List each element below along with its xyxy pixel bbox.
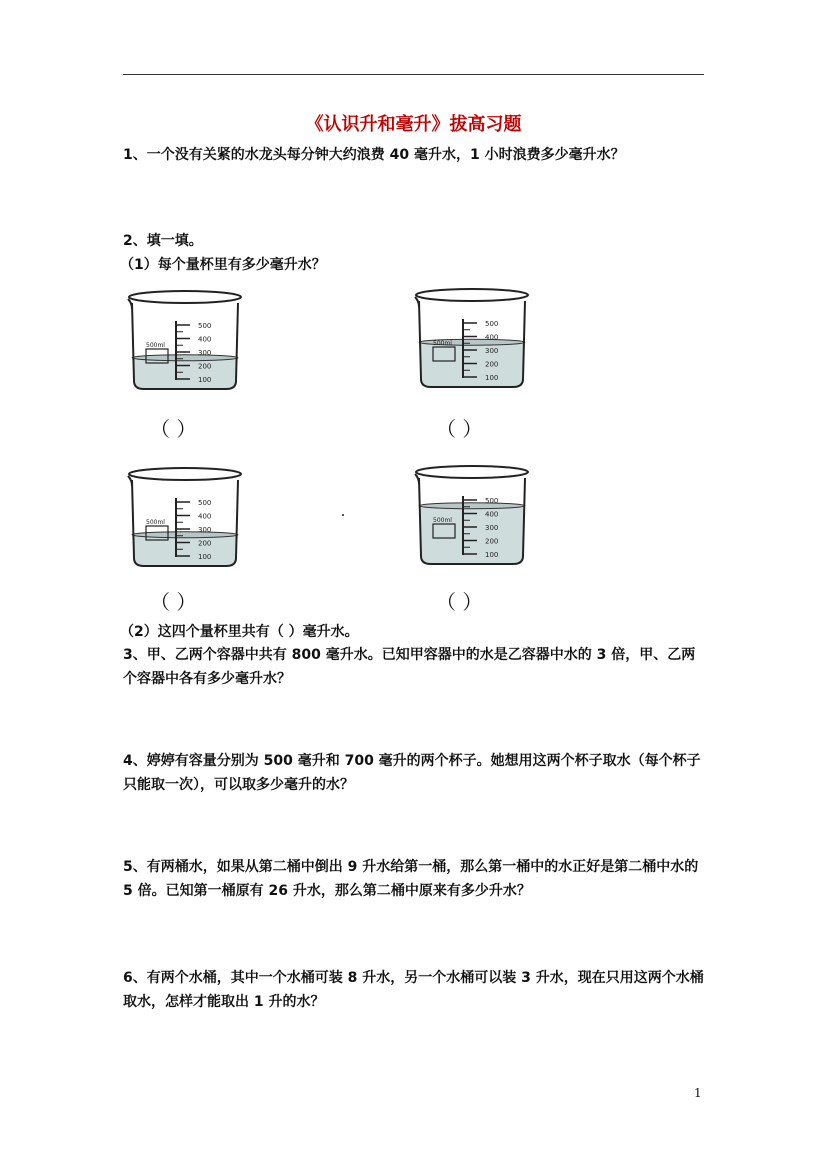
question-4: 4、婷婷有容量分别为 500 毫升和 700 毫升的两个杯子。她想用这两个杯子取水（每个杯子只能取一次），可以取多少毫升的水？ bbox=[123, 753, 701, 793]
water-fill bbox=[419, 506, 525, 564]
question-2-sub1: （1）每个量杯里有多少毫升水？ bbox=[120, 257, 326, 273]
answer-blank-3[interactable]: （ ） bbox=[150, 590, 197, 614]
beaker-rim bbox=[129, 468, 241, 480]
beaker-capacity-label: 500ml bbox=[433, 340, 452, 347]
scale-label: 400 bbox=[485, 510, 499, 519]
scale-label: 400 bbox=[198, 335, 212, 344]
scale-label: 100 bbox=[485, 374, 499, 382]
scale-label: 500 bbox=[485, 497, 499, 505]
scale-label: 200 bbox=[198, 362, 212, 371]
beaker-capacity-label: 500ml bbox=[433, 517, 452, 524]
water-surface bbox=[419, 503, 525, 509]
question-6: 6、有两个水桶，其中一个水桶可装 8 升水，另一个水桶可以装 3 升水，现在只用这两个水桶取水，怎样才能取出 1 升的水？ bbox=[123, 970, 704, 1010]
beaker-rim bbox=[416, 466, 528, 478]
answer-blank-4[interactable]: （ ） bbox=[436, 590, 483, 614]
scale-label: 200 bbox=[485, 537, 499, 546]
beaker-2 bbox=[413, 283, 531, 393]
scale-label: 500 bbox=[485, 320, 499, 328]
answer-blank-1[interactable]: （ ） bbox=[150, 417, 197, 441]
scale-label: 300 bbox=[198, 526, 212, 534]
scale-label: 500 bbox=[198, 499, 212, 507]
scale-label: 100 bbox=[198, 376, 212, 384]
answer-blank-2[interactable]: （ ） bbox=[436, 417, 483, 441]
scale-label: 200 bbox=[485, 360, 499, 369]
scale-label: 400 bbox=[198, 512, 212, 521]
page-number: 1 bbox=[694, 1086, 702, 1100]
stray-dot bbox=[342, 514, 344, 516]
beaker-capacity-label: 500ml bbox=[146, 519, 165, 526]
beaker-4 bbox=[413, 460, 531, 570]
header-rule bbox=[123, 74, 704, 75]
water-surface bbox=[132, 355, 238, 361]
scale-label: 500 bbox=[198, 322, 212, 330]
question-2-sub2: （2）这四个量杯里共有（ ）毫升水。 bbox=[120, 624, 359, 640]
beaker-rim bbox=[416, 289, 528, 301]
scale-label: 100 bbox=[485, 551, 499, 559]
scale-label: 300 bbox=[198, 349, 212, 357]
beaker-capacity-label: 500ml bbox=[146, 342, 165, 349]
question-2-heading: 2、填一填。 bbox=[123, 233, 203, 249]
beaker-3 bbox=[126, 462, 244, 572]
question-1: 1、一个没有关紧的水龙头每分钟大约浪费 40 毫升水，1 小时浪费多少毫升水？ bbox=[123, 147, 625, 163]
beaker-1 bbox=[126, 285, 244, 395]
water-fill bbox=[419, 342, 525, 387]
scale-label: 300 bbox=[485, 524, 499, 532]
question-3: 3、甲、乙两个容器中共有 800 毫升水。已知甲容器中的水是乙容器中水的 3 倍，甲、乙两个容器中各有多少毫升水？ bbox=[123, 647, 696, 687]
water-surface bbox=[132, 532, 238, 538]
page-title: 《认识升和毫升》拔高习题 bbox=[305, 114, 522, 135]
scale-label: 300 bbox=[485, 347, 499, 355]
scale-label: 400 bbox=[485, 333, 499, 342]
scale-label: 100 bbox=[198, 553, 212, 561]
scale-label: 200 bbox=[198, 539, 212, 548]
beaker-rim bbox=[129, 291, 241, 303]
question-5: 5、有两桶水，如果从第二桶中倒出 9 升水给第一桶，那么第一桶中的水正好是第二桶中水的 5 倍。已知第一桶原有 26 升水，那么第二桶中原来有多少升水？ bbox=[123, 859, 699, 899]
